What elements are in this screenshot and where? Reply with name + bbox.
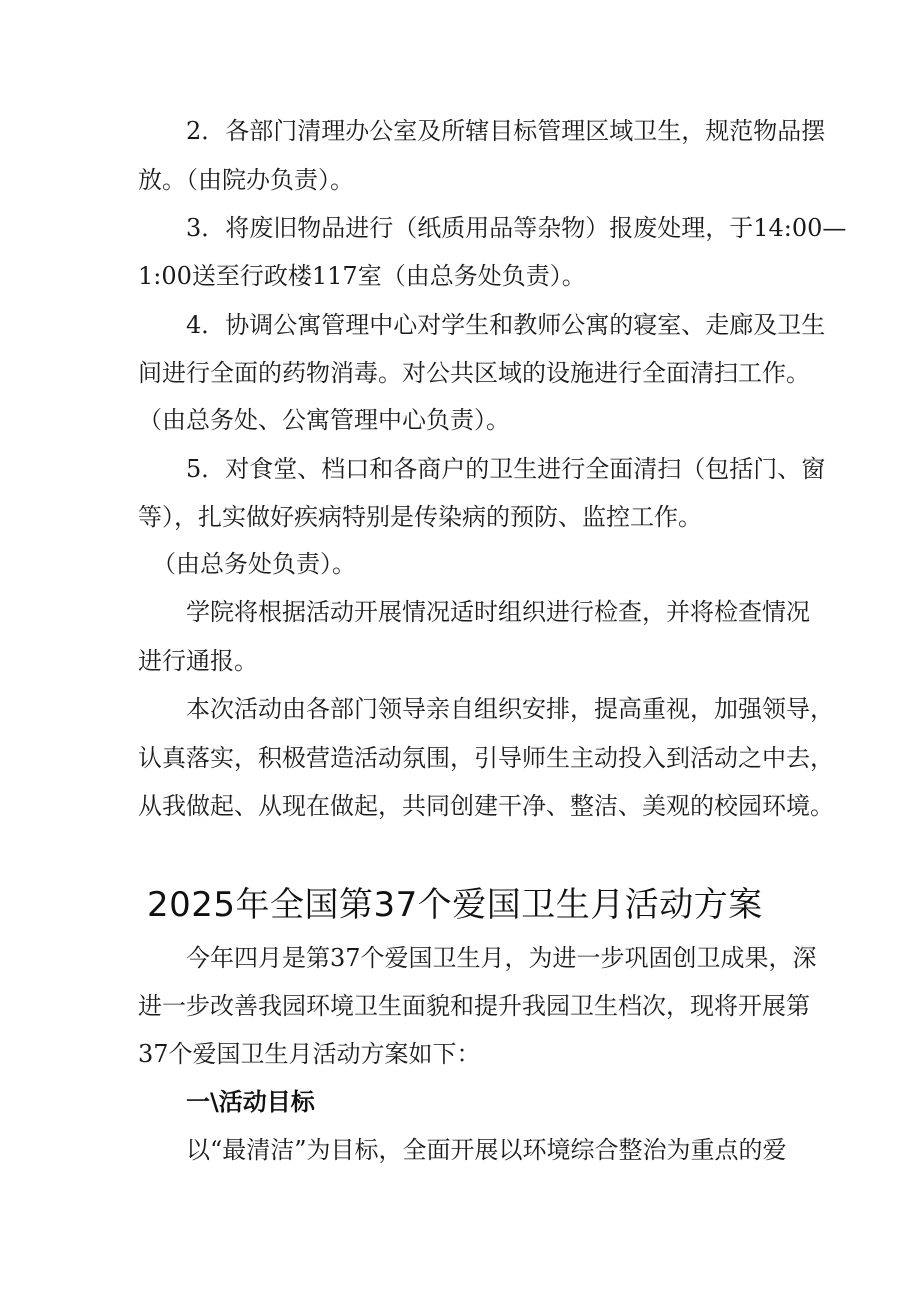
- document-title: 2025年全国第37个爱国卫生月活动方案: [147, 885, 763, 925]
- paragraph-line: 间进行全面的药物消毒。对公共区域的设施进行全面清扫工作。: [138, 359, 810, 387]
- paragraph-line: （由总务处、公寓管理中心负责）。: [138, 406, 510, 434]
- paragraph-line: 进行通报。: [138, 647, 258, 675]
- paragraph-line: 3．将废旧物品进行（纸质用品等杂物）报废处理，于14:00—: [186, 214, 847, 242]
- paragraph-line: 放。（由院办负责）。: [138, 166, 354, 194]
- paragraph-line: 今年四月是第37个爱国卫生月，为进一步巩固创卫成果，深: [186, 944, 817, 972]
- paragraph-line: 从我做起、从现在做起，共同创建干净、整洁、美观的校园环境。: [138, 792, 834, 820]
- paragraph-line: 2．各部门清理办公室及所辖目标管理区域卫生，规范物品摆: [186, 117, 826, 145]
- paragraph-line: 1:00送至行政楼117室（由总务处负责）。: [138, 262, 586, 290]
- paragraph-line: 进一步改善我园环境卫生面貌和提升我园卫生档次，现将开展第: [138, 992, 810, 1020]
- paragraph-line: 等），扎实做好疾病特别是传染病的预防、监控工作。: [138, 503, 702, 531]
- paragraph-line: 本次活动由各部门领导亲自组织安排，提高重视，加强领导，: [186, 695, 834, 723]
- paragraph-line: 认真落实，积极营造活动氛围，引导师生主动投入到活动之中去，: [138, 744, 834, 772]
- paragraph-line: （由总务处负责）。: [152, 550, 356, 578]
- section-heading: 一\活动目标: [186, 1088, 315, 1116]
- paragraph-line: 4．协调公寓管理中心对学生和教师公寓的寝室、走廊及卫生: [186, 311, 826, 339]
- paragraph-line: 学院将根据活动开展情况适时组织进行检查，并将检查情况: [186, 598, 810, 626]
- paragraph-line: 5．对食堂、档口和各商户的卫生进行全面清扫（包括门、窗: [186, 455, 826, 483]
- paragraph-line: 37个爱国卫生月活动方案如下：: [138, 1040, 481, 1068]
- paragraph-line: 以“最清洁”为目标，全面开展以环境综合整治为重点的爱: [186, 1136, 787, 1164]
